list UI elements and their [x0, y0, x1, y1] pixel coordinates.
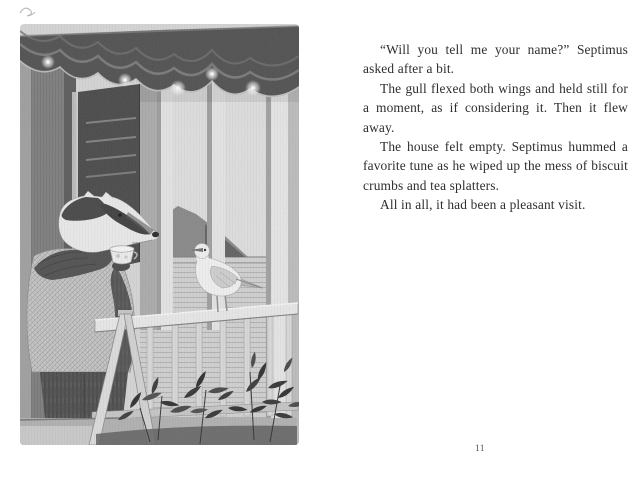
- story-paragraph: All in all, it had been a pleasant visit.: [380, 197, 586, 213]
- story-text: [363, 40, 628, 215]
- pencil-hatching: [20, 24, 299, 445]
- page-number: 11: [475, 443, 485, 453]
- story-paragraph: The gull flexed both wings and held still for a moment, as if considering it. Then it flew away.: [363, 80, 628, 135]
- story-paragraph: The house felt empty. Septimus hummed a favorite tune as he wiped up the mess of biscuit crumbs and tea splatters.: [363, 139, 628, 193]
- porch-scene: [15, 4, 307, 456]
- story-paragraph: “Will you tell me your name?” Septimus asked after a bit.: [363, 42, 628, 77]
- pencil-scribble: [20, 8, 35, 16]
- illustration: [15, 4, 307, 456]
